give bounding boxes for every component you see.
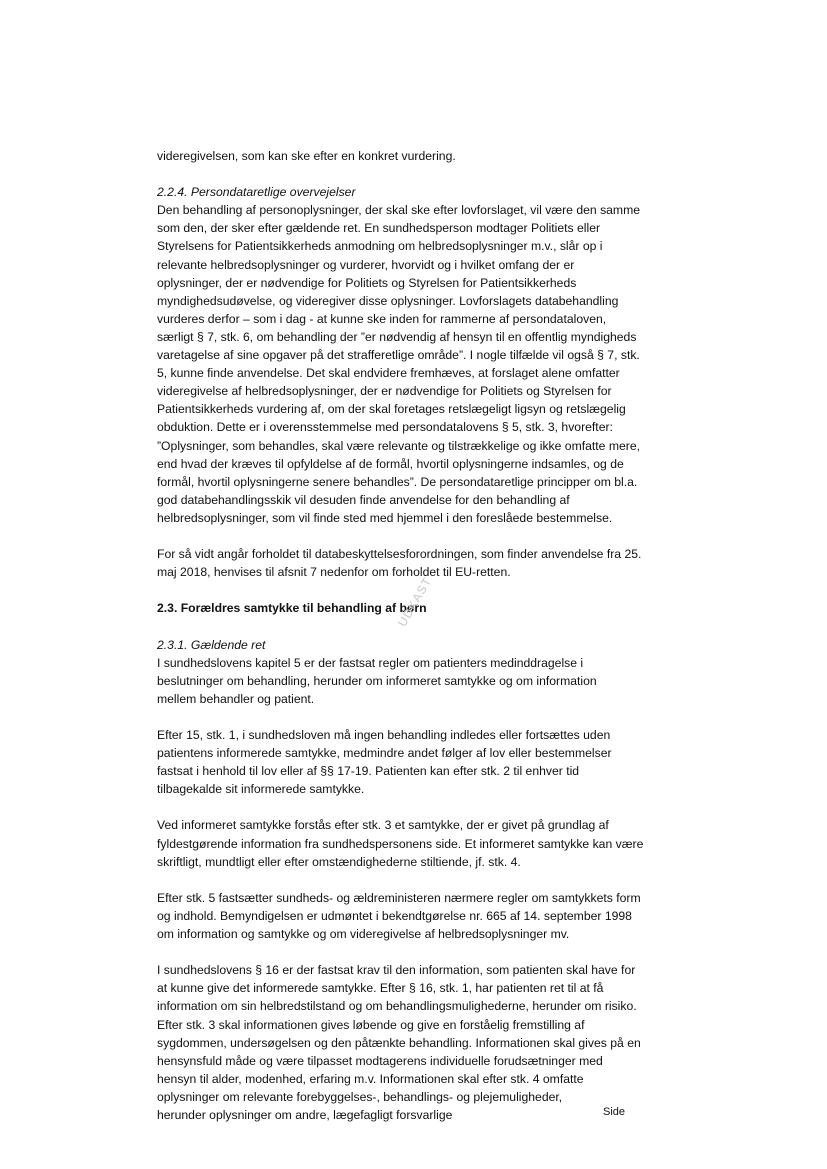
text-line: maj 2018, henvises til afsnit 7 nedenfor om forholdet til EU-retten. (157, 565, 511, 580)
text-line: og indhold. Bemyndigelsen er udmøntet i bekendtgørelse nr. 665 af 14. september 1998 (157, 908, 632, 923)
text-line: 5, kunne finde anvendelse. Det skal endvidere fremhæves, at forslaget alene omfatter (157, 366, 620, 381)
text-line: Styrelsens for Patientsikkerheds anmodning om helbredsoplysninger m.v., slår op i (157, 239, 603, 254)
section-heading-2-3-1: 2.3.1. Gældende ret (157, 637, 266, 652)
text-line: end hvad der kræves til opfyldelse af de formål, hvortil oplysningerne indsamles, og de (157, 456, 624, 471)
blank-line (157, 871, 677, 889)
document-body (157, 147, 677, 1124)
text-line: herunder oplysninger om andre, lægefagligt forsvarlige (157, 1107, 453, 1122)
text-line: fastsat i henhold til lov eller af §§ 17-19. Patienten kan efter stk. 2 til enhver tid (157, 764, 580, 779)
text-line: videregivelse af helbredsoplysninger, der er nødvendige for Politiets og Styrelsen for (157, 384, 612, 399)
text-line: tilbagekalde sit informerede samtykke. (157, 782, 365, 797)
text-line: oplysninger, der er nødvendige for Politiets og Styrelsen for Patientsikkerheds (157, 275, 577, 290)
text-line: helbredsoplysninger, som vil finde sted med hjemmel i den foreslåede bestemmelse. (157, 510, 613, 525)
text-line: skriftligt, mundtligt eller efter omstændighederne stiltiende, jf. stk. 4. (157, 854, 521, 869)
text-line: For så vidt angår forholdet til databeskyttelsesforordningen, som finder anvendelse fra 25. (157, 547, 642, 562)
blank-line (157, 708, 677, 726)
text-line: mellem behandler og patient. (157, 691, 315, 706)
text-line: obduktion. Dette er i overensstemmelse med persondatalovens § 5, stk. 3, hvorefter: (157, 420, 613, 435)
text-line: Patientsikkerheds vurdering af, om der skal foretages retslægeligt ligsyn og retslægelig (157, 402, 626, 417)
text-line: formål, hvortil oplysningerne senere behandles”. De persondataretlige principper om bl.a. (157, 474, 638, 489)
text-line: Den behandling af personoplysninger, der skal ske efter lovforslaget, vil være den samme (157, 203, 641, 218)
text-line: Ved informeret samtykke forstås efter stk. 3 et samtykke, der er givet på grundlag af (157, 818, 609, 833)
text-line: som den, der sker efter gældende ret. En sundhedsperson modtager Politiets eller (157, 221, 601, 236)
text-line: I sundhedslovens kapitel 5 er der fastsat regler om patienters medinddragelse i (157, 655, 584, 670)
text-line: fyldestgørende information fra sundhedspersonens side. Et informeret samtykke kan være (157, 836, 644, 851)
text-line: god databehandlingsskik vil desuden finde anvendelse for den behandling af (157, 492, 570, 507)
blank-line (157, 165, 677, 183)
text-line: sygdommen, undersøgelsen og den påtænkte behandling. Informationen skal gives på en (157, 1035, 641, 1050)
text-line: ”Oplysninger, som behandles, skal være relevante og tilstrækkelige og ikke omfatte mere, (157, 438, 640, 453)
section-heading-2-3: 2.3. Forældres samtykke til behandling af børn (157, 601, 427, 616)
text-line: Efter stk. 3 skal informationen gives løbende og give en forståelig fremstilling af (157, 1017, 585, 1032)
text-line: relevante helbredsoplysninger og vurderer, hvorvidt og i hvilket omfang der er (157, 257, 575, 272)
text-line: oplysninger om relevante forebyggelses-, behandlings- og plejemuligheder, (157, 1089, 563, 1104)
page-footer-label: Side (603, 1106, 626, 1118)
text-line: om information og samtykke og om videregivelse af helbredsoplysninger mv. (157, 927, 570, 942)
text-line: I sundhedslovens § 16 er der fastsat krav til den information, som patienten skal have for (157, 963, 636, 978)
text-line: videregivelsen, som kan ske efter en konkret vurdering. (157, 149, 456, 163)
text-line: hensynsfuld måde og være tilpasset modtagerens individuelle forudsætninger med (157, 1053, 603, 1068)
text-line: patientens informerede samtykke, medmindre andet følger af lov eller bestemmelser (157, 746, 612, 761)
text-line: Efter stk. 5 fastsætter sundheds- og ældreministeren nærmere regler om samtykkets form (157, 890, 641, 905)
blank-line (157, 943, 677, 961)
text-line: Efter 15, stk. 1, i sundhedsloven må ingen behandling indledes eller fortsættes uden (157, 728, 611, 742)
text-line: varetagelse af sine opgaver på det strafferetlige område”. I nogle tilfælde vil også § 7, stk. (157, 348, 640, 363)
blank-line (157, 617, 677, 635)
text-line: vurderes derfor – som i dag - at kunne ske inden for rammerne af persondataloven, (157, 311, 607, 326)
text-line: information om sin helbredstilstand og om behandlingsmulighederne, herunder om risiko. (157, 999, 637, 1014)
text-line: at kunne give det informerede samtykke. Efter § 16, stk. 1, har patienten ret til at få (157, 981, 604, 996)
text-line: beslutninger om behandling, herunder om informeret samtykke og om information (157, 673, 597, 688)
watermark-udkast: UDKAST (395, 574, 435, 629)
blank-line (157, 527, 677, 545)
text-line: myndighedsudøvelse, og videregiver disse oplysninger. Lovforslagets databehandling (157, 293, 619, 308)
text-line: særligt § 7, stk. 6, om behandling der ”er nødvendig af hensyn til en offentlig myndigheds (157, 329, 637, 344)
blank-line (157, 798, 677, 816)
text-line: hensyn til alder, modenhed, erfaring m.v. Informationen skal efter stk. 4 omfatte (157, 1071, 584, 1086)
section-heading-2-2-4: 2.2.4. Persondataretlige overvejelser (157, 185, 356, 200)
